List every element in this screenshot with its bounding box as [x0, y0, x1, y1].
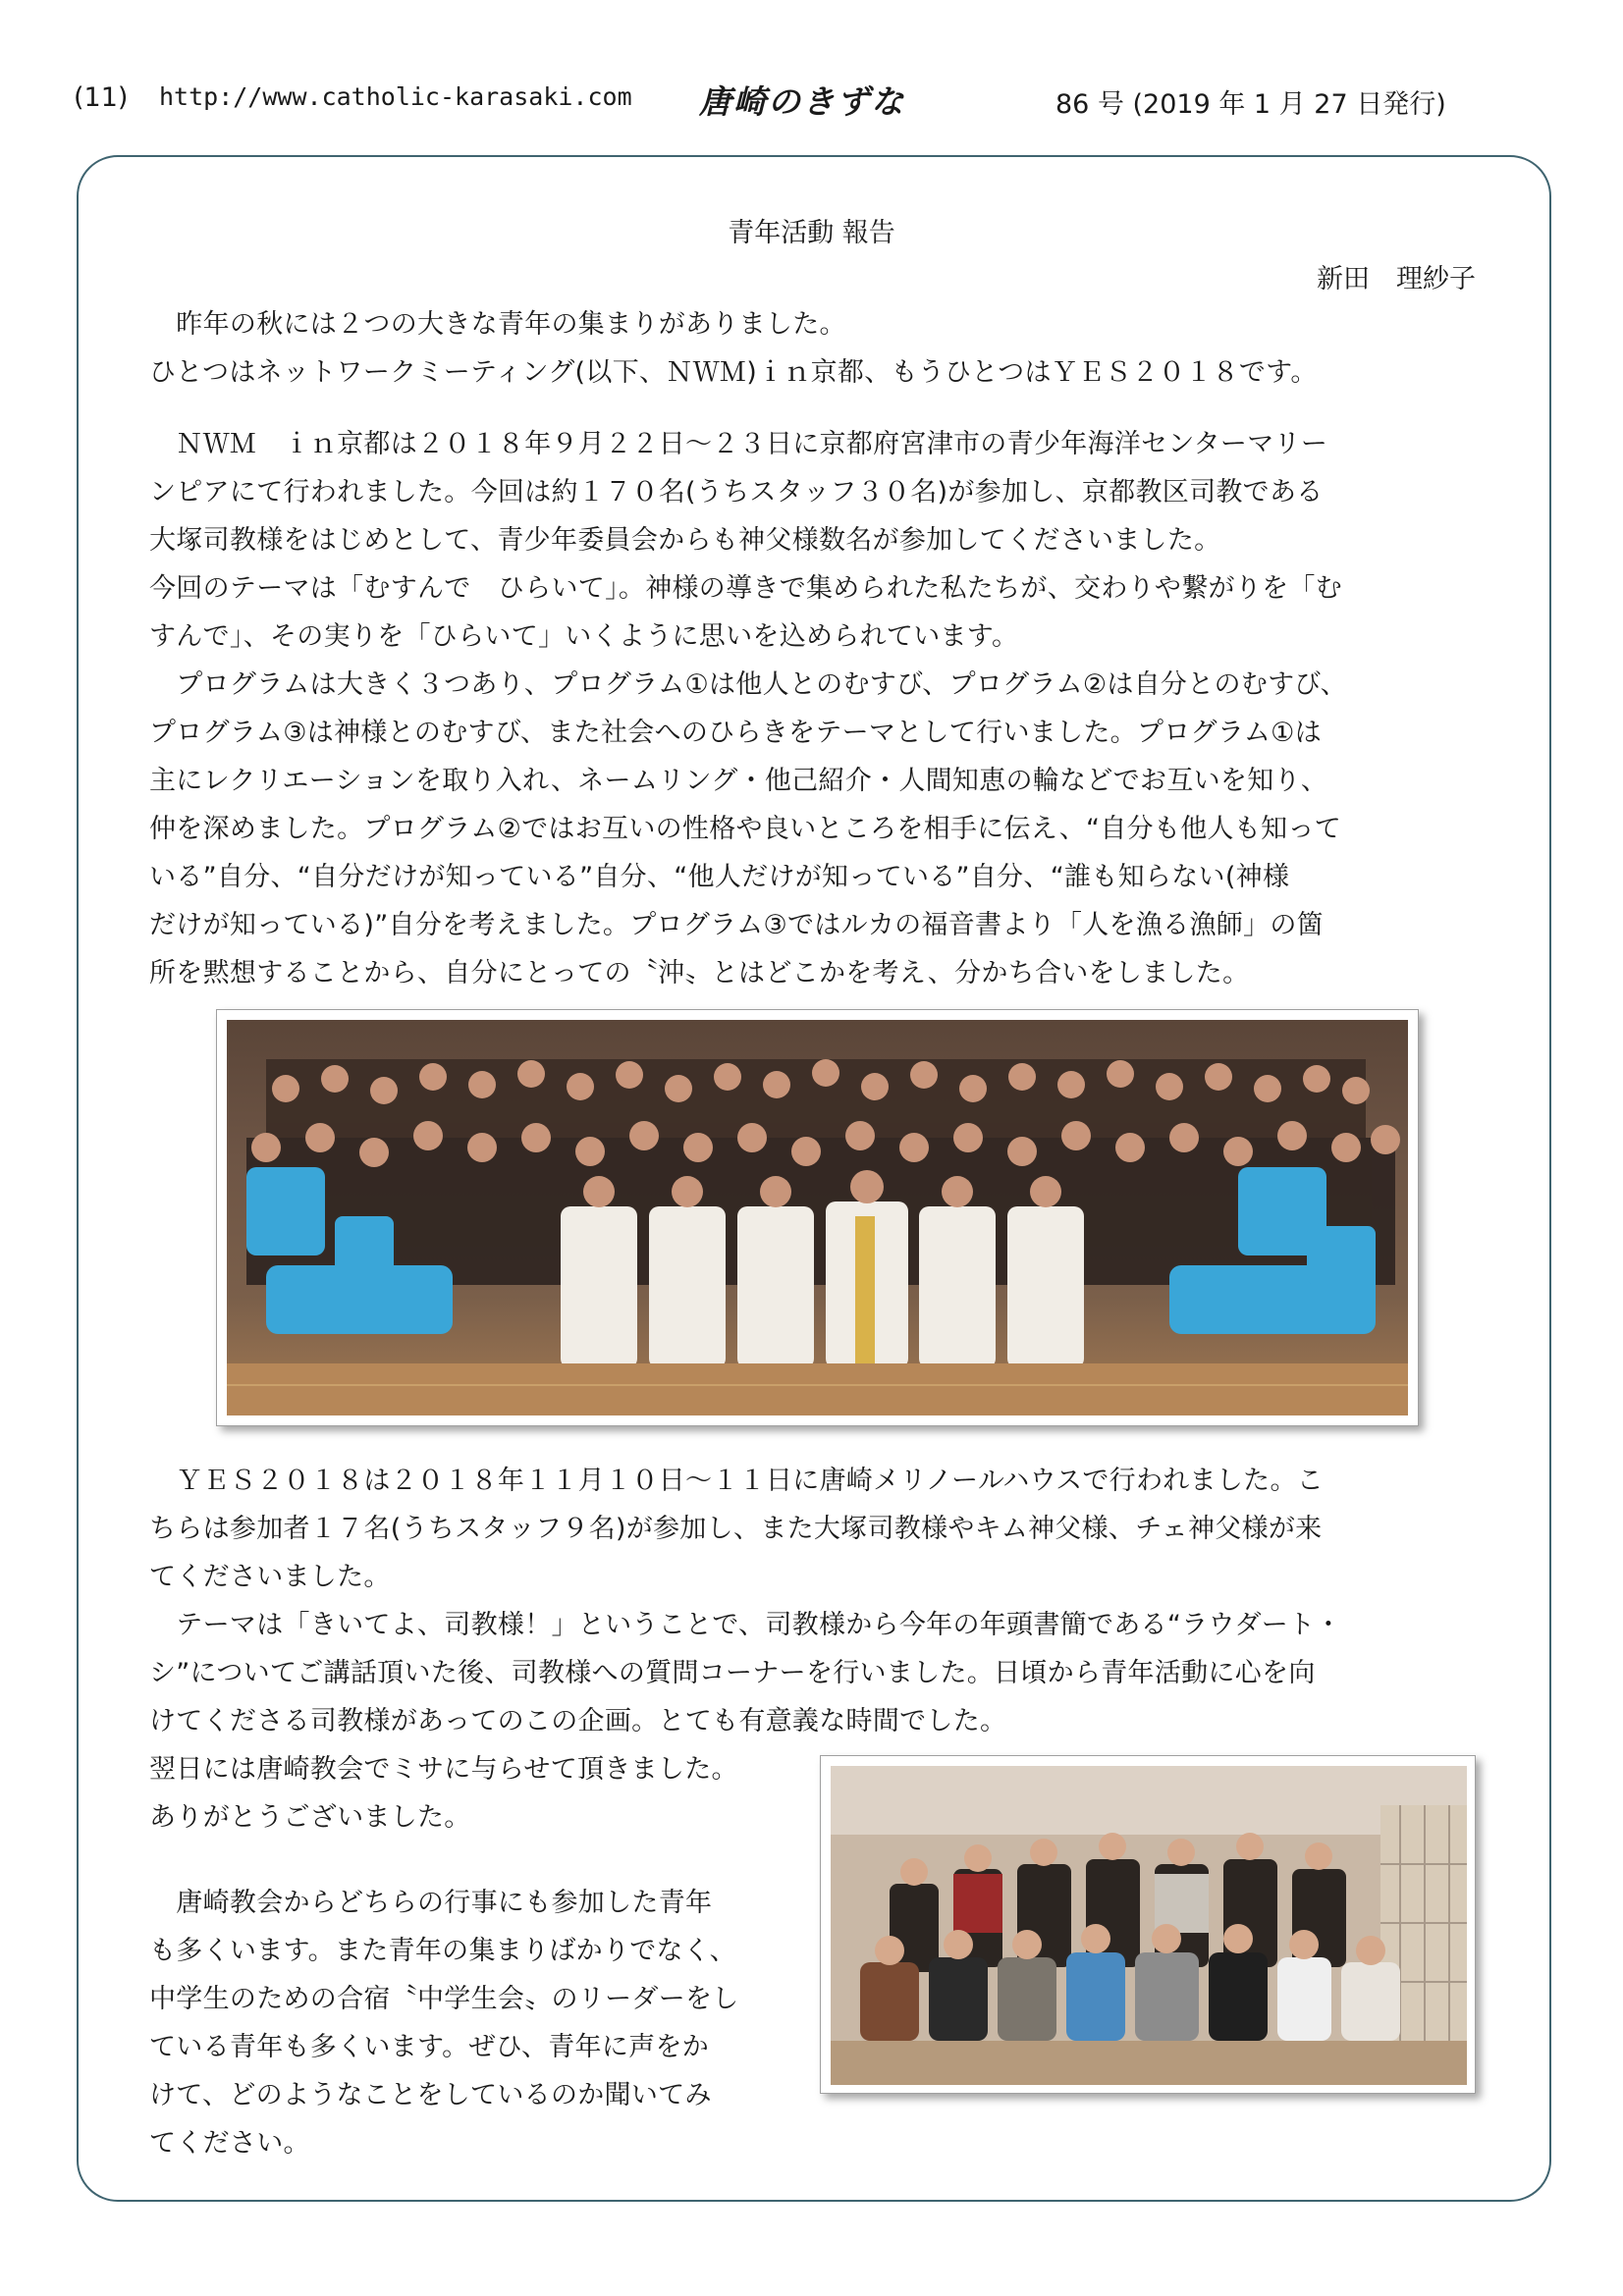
- paragraph-closing: [149, 1879, 739, 2167]
- text-line: 今回のテーマは「むすんで ひらいて」。神様の導きで集められた私たちが、交わりや繋がりを「む: [149, 573, 1342, 604]
- text-line: てください。: [149, 2128, 310, 2159]
- text-line: けて、どのようなことをしているのか聞いてみ: [149, 2080, 712, 2110]
- yes-group-photo: [820, 1755, 1476, 2094]
- paragraph-intro: [149, 300, 1318, 397]
- text-line: いる”自分、“自分だけが知っている”自分、“他人だけが知っている”自分、“誰も知らない(神様: [149, 862, 1290, 892]
- text-line: 大塚司教様をはじめとして、青少年委員会からも神父様数名が参加してくださいました。: [149, 525, 1221, 556]
- text-line: プログラム③は神様とのむすび、また社会へのひらきをテーマとして行いました。プログラム①は: [149, 718, 1322, 748]
- text-line: も多くいます。また青年の集まりばかりでなく、: [149, 1936, 736, 1966]
- text-line: 所を黙想することから、自分にとっての〝沖〟とはどこかを考え、分かち合いをしました。: [149, 958, 1250, 988]
- paragraph-nwm: [149, 420, 1347, 997]
- text-line: ている青年も多くいます。ぜひ、青年に声をか: [149, 2032, 710, 2062]
- text-line: ンピアにて行われました。今回は約１７０名(うちスタッフ３０名)が参加し、京都教区司教である: [149, 477, 1324, 507]
- nwm-group-photo: [216, 1009, 1419, 1426]
- text-line: ＹＥＳ２０１８は２０１８年１１月１０日～１１日に唐崎メリノールハウスで行われました。こ: [149, 1466, 1325, 1496]
- text-line: プログラムは大きく３つあり、プログラム①は他人とのむすび、プログラム②は自分とのむすび、: [149, 669, 1347, 700]
- issue-info: 86 号 (2019 年 1 月 27 日発行): [1055, 89, 1446, 120]
- text-line: シ”についてご講話頂いた後、司教様への質問コーナーを行いました。日頃から青年活動に心を向: [149, 1658, 1316, 1688]
- text-line: てくださいました。: [149, 1562, 391, 1592]
- paragraph-thanks: [149, 1745, 738, 1842]
- text-line: 仲を深めました。プログラム②ではお互いの性格や良いところを相手に伝え、“自分も他人も知って: [149, 814, 1342, 844]
- text-line: すんで」、その実りを「ひらいて」いくように思いを込められています。: [149, 621, 1019, 652]
- page-number: (11): [74, 82, 129, 113]
- text-line: 翌日には唐崎教会でミサに与らせて頂きました。: [149, 1754, 738, 1785]
- text-line: 中学生のための合宿〝中学生会〟のリーダーをし: [149, 1984, 739, 2014]
- article-title: 青年活動 報告: [728, 218, 895, 248]
- text-line: ありがとうございました。: [149, 1802, 471, 1833]
- paragraph-yes: [149, 1457, 1342, 1745]
- newsletter-logo: 唐崎のきずな: [699, 82, 905, 121]
- text-line: ひとつはネットワークミーティング(以下、ＮＷＭ)ｉｎ京都、もうひとつはＹＥＳ２０１８です。: [149, 357, 1318, 388]
- text-line: 昨年の秋には２つの大きな青年の集まりがありました。: [149, 309, 846, 340]
- text-line: 唐崎教会からどちらの行事にも参加した青年: [149, 1888, 713, 1918]
- text-line: ＮＷＭ ｉｎ京都は２０１８年９月２２日～２３日に京都府宮津市の青少年海洋センターマリー: [149, 429, 1328, 459]
- site-url[interactable]: http://www.catholic-karasaki.com: [159, 82, 632, 111]
- text-line: テーマは「きいてよ、司教様！」ということで、司教様から今年の年頭書簡である“ラウダート・: [149, 1610, 1342, 1640]
- text-line: けてくださる司教様があってのこの企画。とても有意義な時間でした。: [149, 1706, 1007, 1736]
- text-line: 主にレクリエーションを取り入れ、ネームリング・他己紹介・人間知恵の輪などでお互いを知り、: [149, 766, 1328, 796]
- article-author: 新田 理紗子: [1317, 264, 1476, 294]
- text-line: だけが知っている)”自分を考えました。プログラム③ではルカの福音書より「人を漁る漁師」の箇: [149, 910, 1324, 940]
- text-line: ちらは参加者１７名(うちスタッフ９名)が参加し、また大塚司教様やキム神父様、チェ神父様が来: [149, 1514, 1323, 1544]
